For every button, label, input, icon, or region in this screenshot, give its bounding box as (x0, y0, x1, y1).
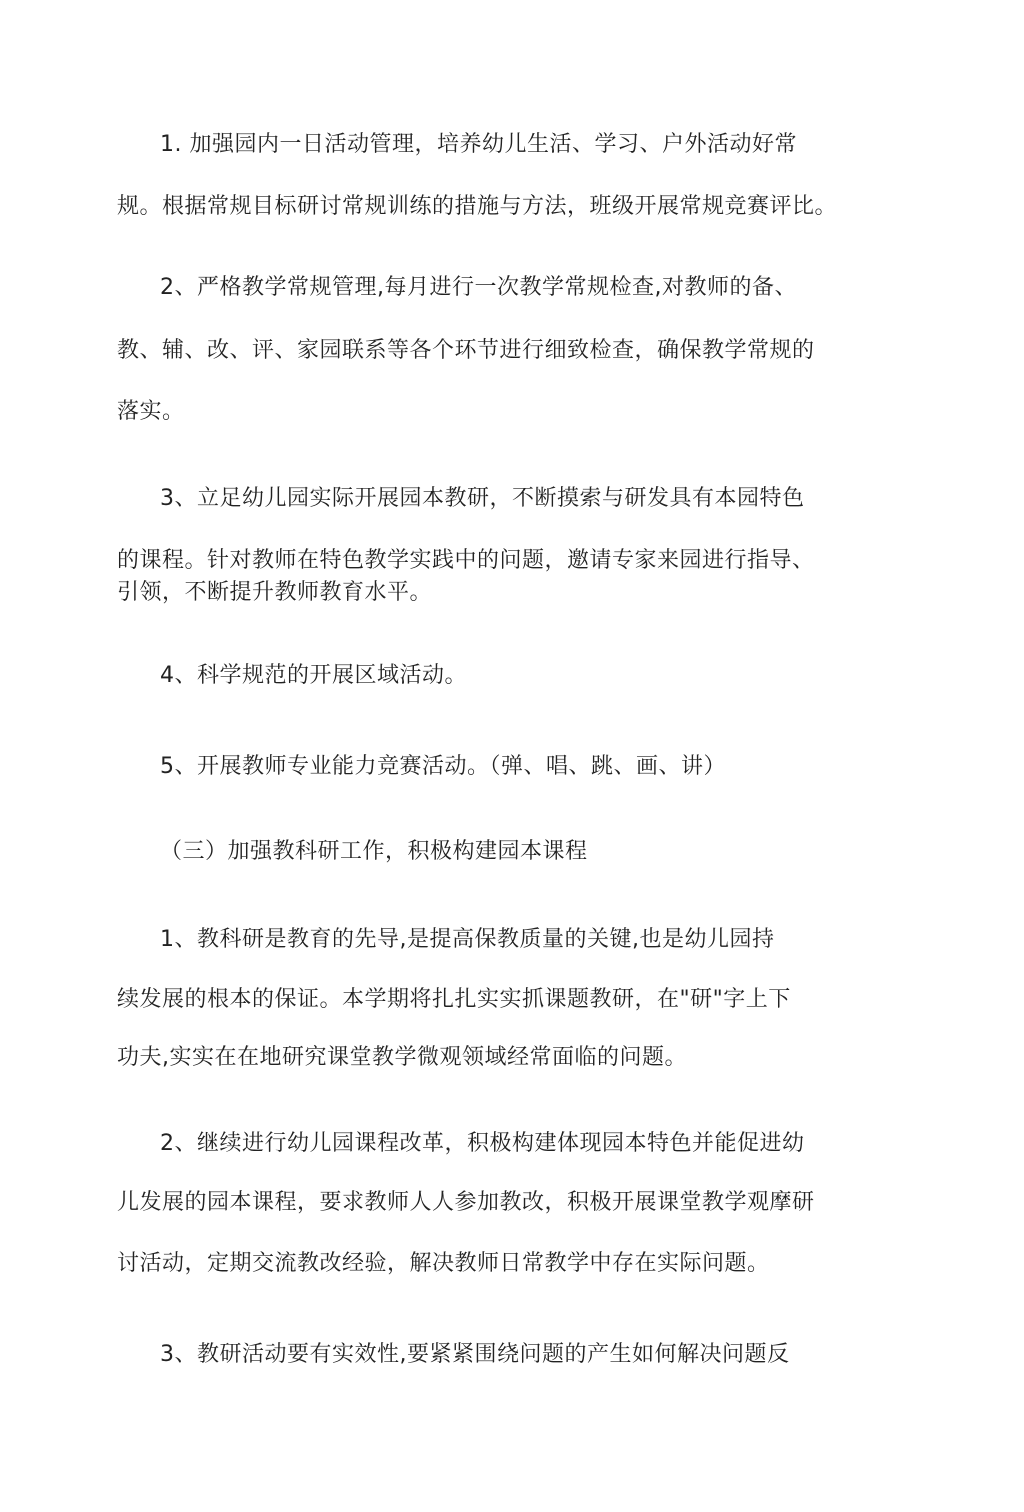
paragraph-2-line-1: 2、严格教学常规管理,每月进行一次教学常规检查,对教师的备、 (160, 275, 797, 300)
paragraph-7-line-1: 2、继续进行幼儿园课程改革，积极构建体现园本特色并能促进幼 (160, 1131, 805, 1156)
paragraph-7-line-3: 讨活动，定期交流教改经验，解决教师日常教学中存在实际问题。 (117, 1251, 770, 1276)
paragraph-7-line-2: 儿发展的园本课程，要求教师人人参加教改，积极开展课堂教学观摩研 (117, 1190, 815, 1215)
paragraph-6-line-3: 功夫,实实在在地研究课堂教学微观领域经常面临的问题。 (117, 1045, 687, 1070)
paragraph-6-line-1: 1、教科研是教育的先导,是提高保教质量的关键,也是幼儿园持 (160, 927, 775, 952)
paragraph-4-line-1: 4、科学规范的开展区域活动。 (160, 663, 467, 688)
paragraph-3-line-2: 的课程。针对教师在特色教学实践中的问题，邀请专家来园进行指导、 (117, 548, 815, 573)
paragraph-1-line-1: 1. 加强园内一日活动管理，培养幼儿生活、学习、户外活动好常 (160, 132, 797, 157)
paragraph-1-line-2: 规。根据常规目标研讨常规训练的措施与方法，班级开展常规竞赛评比。 (117, 194, 838, 219)
paragraph-8-line-1: 3、教研活动要有实效性,要紧紧围绕问题的产生如何解决问题反 (160, 1342, 790, 1367)
section-heading: （三）加强教科研工作，积极构建园本课程 (160, 839, 588, 864)
paragraph-2-line-2: 教、辅、改、评、家园联系等各个环节进行细致检查，确保教学常规的 (117, 338, 815, 363)
paragraph-6-line-2: 续发展的根本的保证。本学期将扎扎实实抓课题教研，在"研"字上下 (117, 987, 791, 1012)
paragraph-5-line-1: 5、开展教师专业能力竞赛活动。（弹、唱、跳、画、讲） (160, 754, 726, 779)
paragraph-2-line-3: 落实。 (117, 399, 185, 424)
paragraph-3-line-1: 3、立足幼儿园实际开展园本教研，不断摸索与研发具有本园特色 (160, 486, 805, 511)
paragraph-3-line-3: 引领，不断提升教师教育水平。 (117, 580, 433, 605)
